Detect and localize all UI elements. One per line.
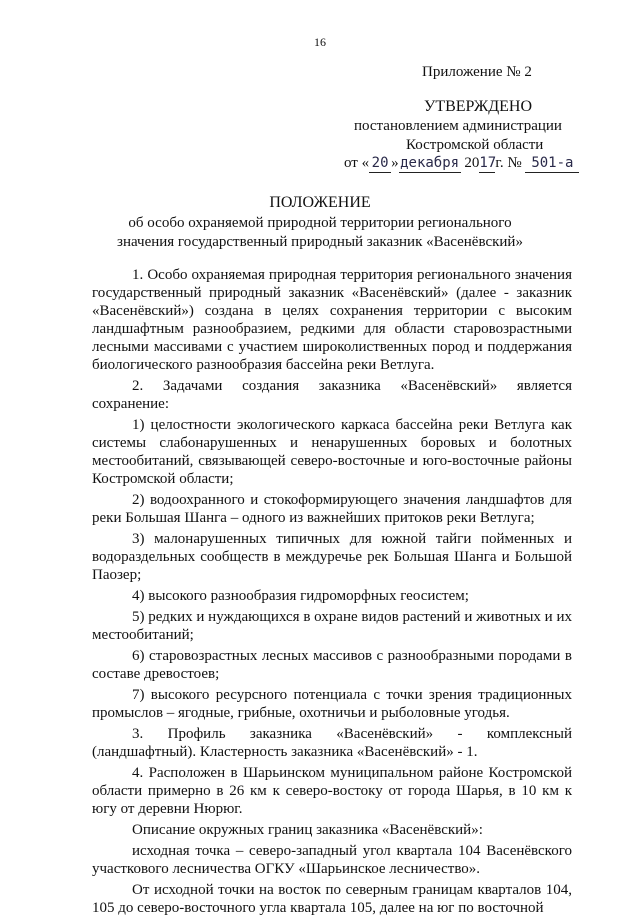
document-subtitle-1: об особо охраняемой природной территории регионального (128, 215, 512, 231)
document-heading: ПОЛОЖЕНИЕ (269, 194, 371, 211)
task-item-5: 5) редких и нуждающихся в охране видов растений и животных и их местообитаний; (92, 609, 572, 643)
paragraph-1: 1. Особо охраняемая природная территория регионального значения государственный природный заказник «Васенёвский» (далее - заказник «Васенёвский») создана в целях сохранения территории с высоким ландшафтным разнообразием, редкими для области старовозрастными лесными массивами с участием широколиственных пород и поддержания биологического разнообразия бассейна реки Ветлуга. (92, 267, 572, 373)
task-item-2: 2) водоохранного и стокоформирующего значения ландшафтов для реки Большая Шанга – одного из важнейших притоков реки Ветлуга; (92, 492, 572, 526)
task-item-7: 7) высокого ресурсного потенциала с точки зрения традиционных промыслов – ягодные, грибные, охотничьи и рыболовные угодья. (92, 687, 572, 721)
document-number: 501-а (525, 154, 579, 173)
document-subtitle-2: значения государственный природный заказник «Васенёвский» (117, 234, 523, 250)
approval-line-2: Костромской области (406, 137, 544, 153)
paragraph-4: 4. Расположен в Шарьинском муниципальном районе Костромской области примерно в 26 км к северо-востоку от города Шарья, в 10 км к югу от деревни Нюрюг. (92, 765, 572, 817)
paragraph-2: 2. Задачами создания заказника «Васенёвский» является сохранение: (92, 378, 572, 412)
date-month: декабря (400, 155, 460, 171)
boundary-start-point: исходная точка – северо-западный угол квартала 104 Васенёвского участкового лесничества ОГКУ «Шарьинское лесничество». (92, 843, 572, 877)
date-prefix: от « (344, 155, 370, 171)
appendix-label: Приложение № 2 (422, 64, 532, 80)
date-mid: » (391, 155, 399, 171)
date-day: 20 (369, 154, 391, 173)
task-item-3: 3) малонарушенных типичных для южной тайги пойменных и водораздельных сообществ в междуречье рек Большая Шанга и Большой Паозер; (92, 531, 572, 583)
task-item-4: 4) высокого разнообразия гидроморфных геосистем; (132, 588, 469, 604)
page-number: 16 (314, 35, 326, 49)
approval-line-1: постановлением администрации (354, 118, 562, 134)
paragraph-3: 3. Профиль заказника «Васенёвский» - комплексный (ландшафтный). Кластерность заказника «Васенёвский» - 1. (92, 726, 572, 760)
year-end: г. № (495, 155, 522, 171)
task-item-6: 6) старовозрастных лесных массивов с разнообразными породами в составе древостоев; (92, 648, 572, 682)
year-prefix: 20 (464, 155, 480, 171)
document-body (92, 266, 572, 917)
boundary-heading: Описание окружных границ заказника «Васенёвский»: (132, 822, 483, 838)
task-item-1: 1) целостности экологического каркаса бассейна реки Ветлуга как системы слабонарушенных и ненарушенных боровых и болотных местообитаний, связывающей северо-восточные и юго-восточные районы Костромской области; (92, 417, 572, 487)
boundary-description: От исходной точки на восток по северным границам кварталов 104, 105 до северо-восточного угла квартала 105, далее на юг по восточной (92, 882, 572, 916)
approval-date-line (344, 154, 579, 173)
approval-title: УТВЕРЖДЕНО (424, 98, 533, 115)
year-suffix: 17 (479, 155, 497, 171)
